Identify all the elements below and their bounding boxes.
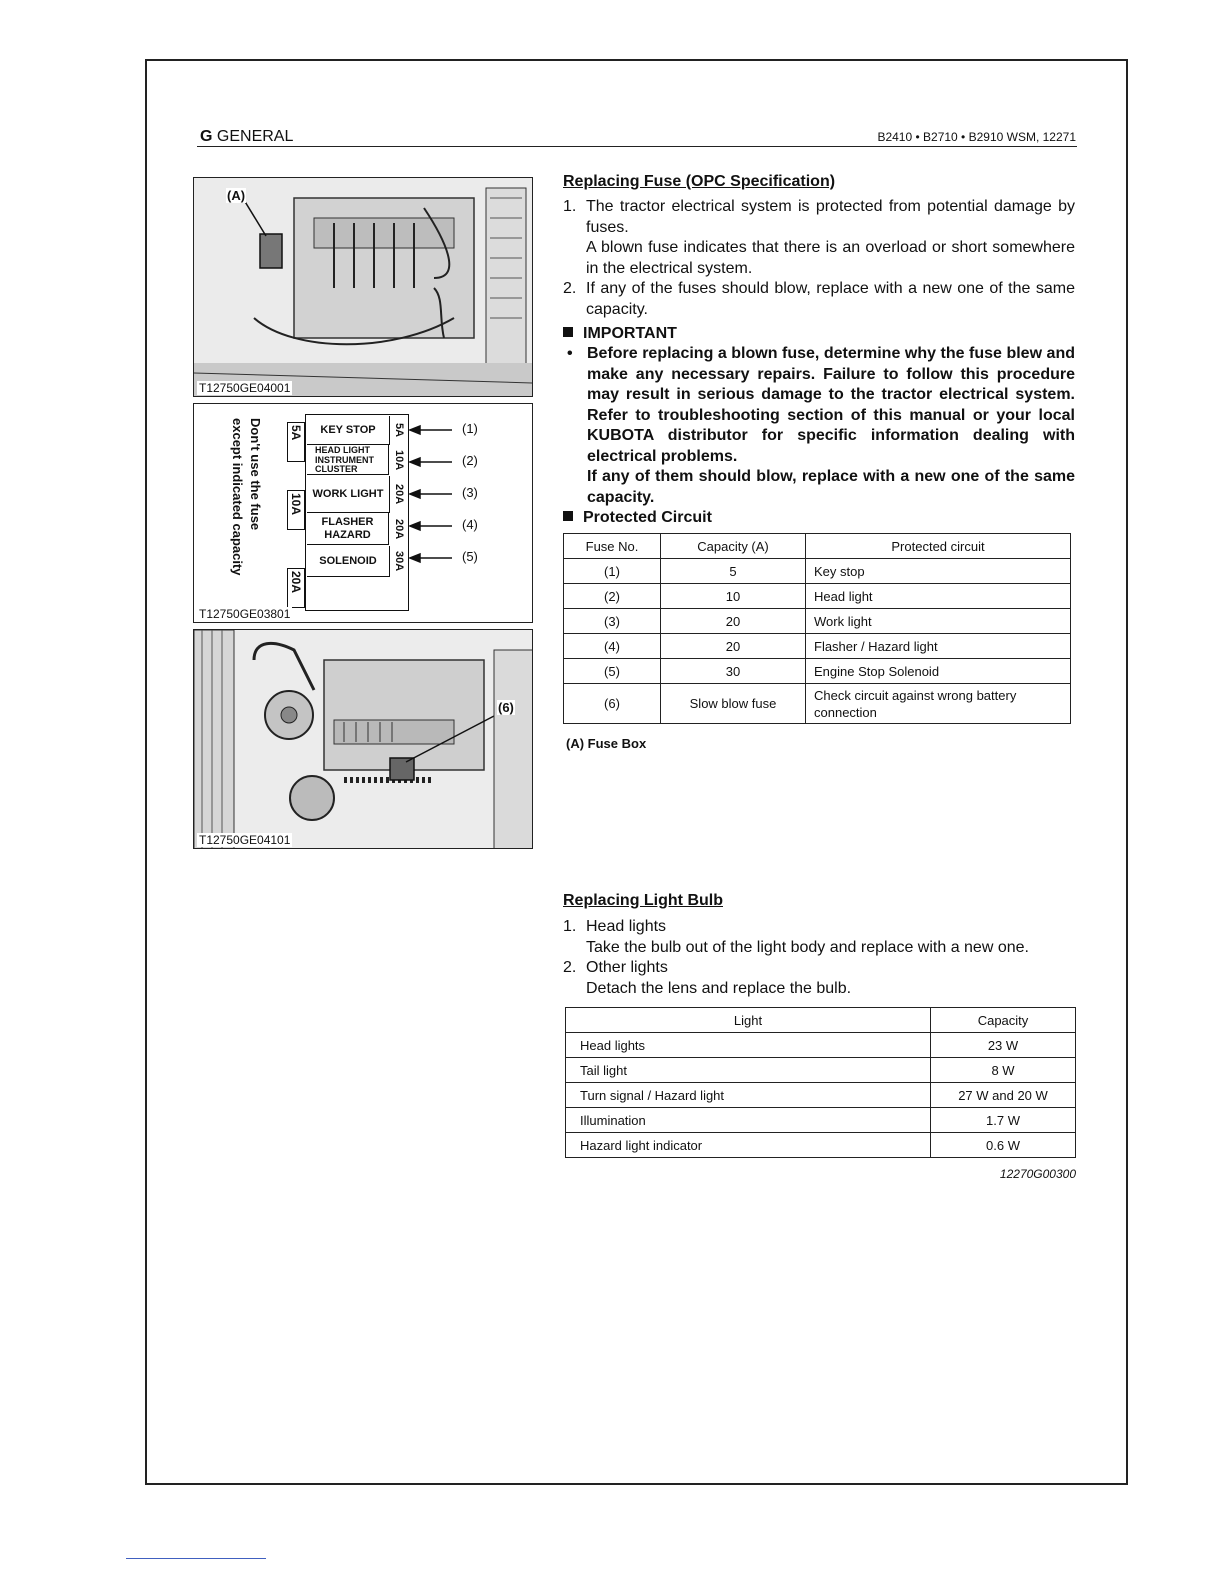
footer-link-line (126, 1558, 266, 1559)
callout-1: (1) (462, 421, 478, 436)
fuse-row-head-light: HEAD LIGHT INSTRUMENT CLUSTER (307, 445, 389, 475)
vertical-note-line-1: Don't use the fuse (248, 418, 263, 531)
label-a: (A) (227, 188, 246, 203)
item-text: If any of the fuses should blow, replace with a new one of the same capacity. (586, 280, 1075, 318)
section-header (200, 128, 293, 146)
table-row: (2) 10 Head light (564, 584, 1071, 609)
document-code: 12270G00300 (999, 1167, 1076, 1181)
fuse-row-key-stop: KEY STOP (307, 416, 390, 445)
slow-blow-fuse-shape (390, 758, 414, 780)
fuse-rating-3: 20A (393, 483, 405, 505)
fuse-row-flasher: FLASHER HAZARD (307, 513, 389, 545)
callout-arrows (194, 404, 533, 623)
fuse-rating-5: 30A (393, 550, 405, 572)
table-row: Tail light 8 W (566, 1058, 1076, 1083)
table-row: (5) 30 Engine Stop Solenoid (564, 659, 1071, 684)
spare-fuse-5a: 5A (287, 422, 305, 462)
fuse-rating-2: 10A (393, 449, 405, 471)
item-text: Detach the lens and replace the bulb. (586, 979, 852, 997)
bullet-icon: • (567, 345, 573, 362)
figure-caption: (A) Fuse Box (566, 736, 647, 751)
square-bullet-icon (563, 511, 573, 521)
item-text-2: A blown fuse indicates that there is an overload or short somewhere in the electrical system. (586, 239, 1075, 277)
item-number: 2. (563, 280, 577, 297)
table-row: Illumination 1.7 W (566, 1108, 1076, 1133)
engine-illustration (194, 178, 533, 397)
spare-fuse-10a: 10A (287, 490, 305, 530)
table-row: Turn signal / Hazard light 27 W and 20 W (566, 1083, 1076, 1108)
header-rule (197, 146, 1077, 147)
table-row: Head lights 23 W (566, 1033, 1076, 1058)
figure-code: T12750GE03801 (199, 607, 291, 621)
fuse-rating-1: 5A (393, 422, 405, 438)
table-row: (1) 5 Key stop (564, 559, 1071, 584)
fuse-box-diagram (193, 403, 533, 623)
table-header-row (564, 534, 1071, 559)
fuse-item-2 (563, 279, 1075, 320)
square-bullet-icon (563, 327, 573, 337)
bulb-item-1 (563, 917, 1075, 958)
fuse-box-shape (260, 234, 282, 268)
item-head: Other lights (586, 959, 668, 976)
engine-photo-slow-blow-fuse (193, 629, 533, 849)
fuse-row-work-light: WORK LIGHT (307, 476, 390, 513)
fuse-rating-4: 20A (393, 518, 405, 540)
col-fuse-no: Fuse No. (564, 534, 661, 559)
fuse-row-solenoid: SOLENOID (307, 546, 390, 577)
bulb-item-2 (563, 958, 1075, 999)
figure-code: T12750GE04001 (199, 381, 291, 395)
table-row: (6) Slow blow fuse Check circuit against wrong battery connection (564, 684, 1071, 724)
callout-3: (3) (462, 485, 478, 500)
section-letter: G (200, 128, 213, 145)
important-note (563, 344, 1075, 508)
col-protected-circuit: Protected circuit (806, 534, 1071, 559)
callout-2: (2) (462, 453, 478, 468)
bulb-section-title: Replacing Light Bulb (563, 892, 723, 909)
col-light: Light (566, 1008, 931, 1033)
important-heading: IMPORTANT (563, 324, 1075, 345)
item-number: 2. (563, 959, 577, 976)
item-number: 1. (563, 198, 577, 215)
table-row: (4) 20 Flasher / Hazard light (564, 634, 1071, 659)
table-header-row (566, 1008, 1076, 1033)
col-capacity: Capacity (A) (661, 534, 806, 559)
fuse-table (563, 533, 1071, 724)
callout-4: (4) (462, 517, 478, 532)
important-text: Before replacing a blown fuse, determine why the fuse blew and make any necessary repairs. Failure to follow this procedure may result in serious damage to the tractor electrical system. Refer to troubleshooting section of this manual or your local KUBOTA distributor for specific information dealing with electrical problems. (587, 345, 1075, 465)
spare-fuse-20a: 20A (287, 568, 305, 608)
label-6: (6) (498, 700, 514, 715)
fuse-section-title: Replacing Fuse (OPC Specification) (563, 173, 836, 190)
bulb-table (565, 1007, 1076, 1158)
protected-circuit-heading: Protected Circuit (563, 508, 1075, 529)
figure-code: T12750GE04101 (199, 833, 291, 847)
important-text-2: If any of them should blow, replace with a new one of the same capacity. (587, 468, 1075, 506)
engine-illustration-2 (194, 630, 533, 849)
item-head: Head lights (586, 918, 667, 935)
section-name: GENERAL (216, 128, 294, 145)
item-text: The tractor electrical system is protected from potential damage by fuses. (586, 198, 1075, 236)
callout-5: (5) (462, 549, 478, 564)
engine-photo-fuse-box (193, 177, 533, 397)
col-capacity: Capacity (931, 1008, 1076, 1033)
vertical-note-line-2: except indicated capacity (230, 418, 245, 576)
item-text: Take the bulb out of the light body and replace with a new one. (586, 938, 1029, 956)
table-row: Hazard light indicator 0.6 W (566, 1133, 1076, 1158)
model-list: B2410 • B2710 • B2910 WSM, 12271 (877, 130, 1076, 144)
table-row: (3) 20 Work light (564, 609, 1071, 634)
fuse-item-1 (563, 197, 1075, 279)
item-number: 1. (563, 918, 577, 935)
